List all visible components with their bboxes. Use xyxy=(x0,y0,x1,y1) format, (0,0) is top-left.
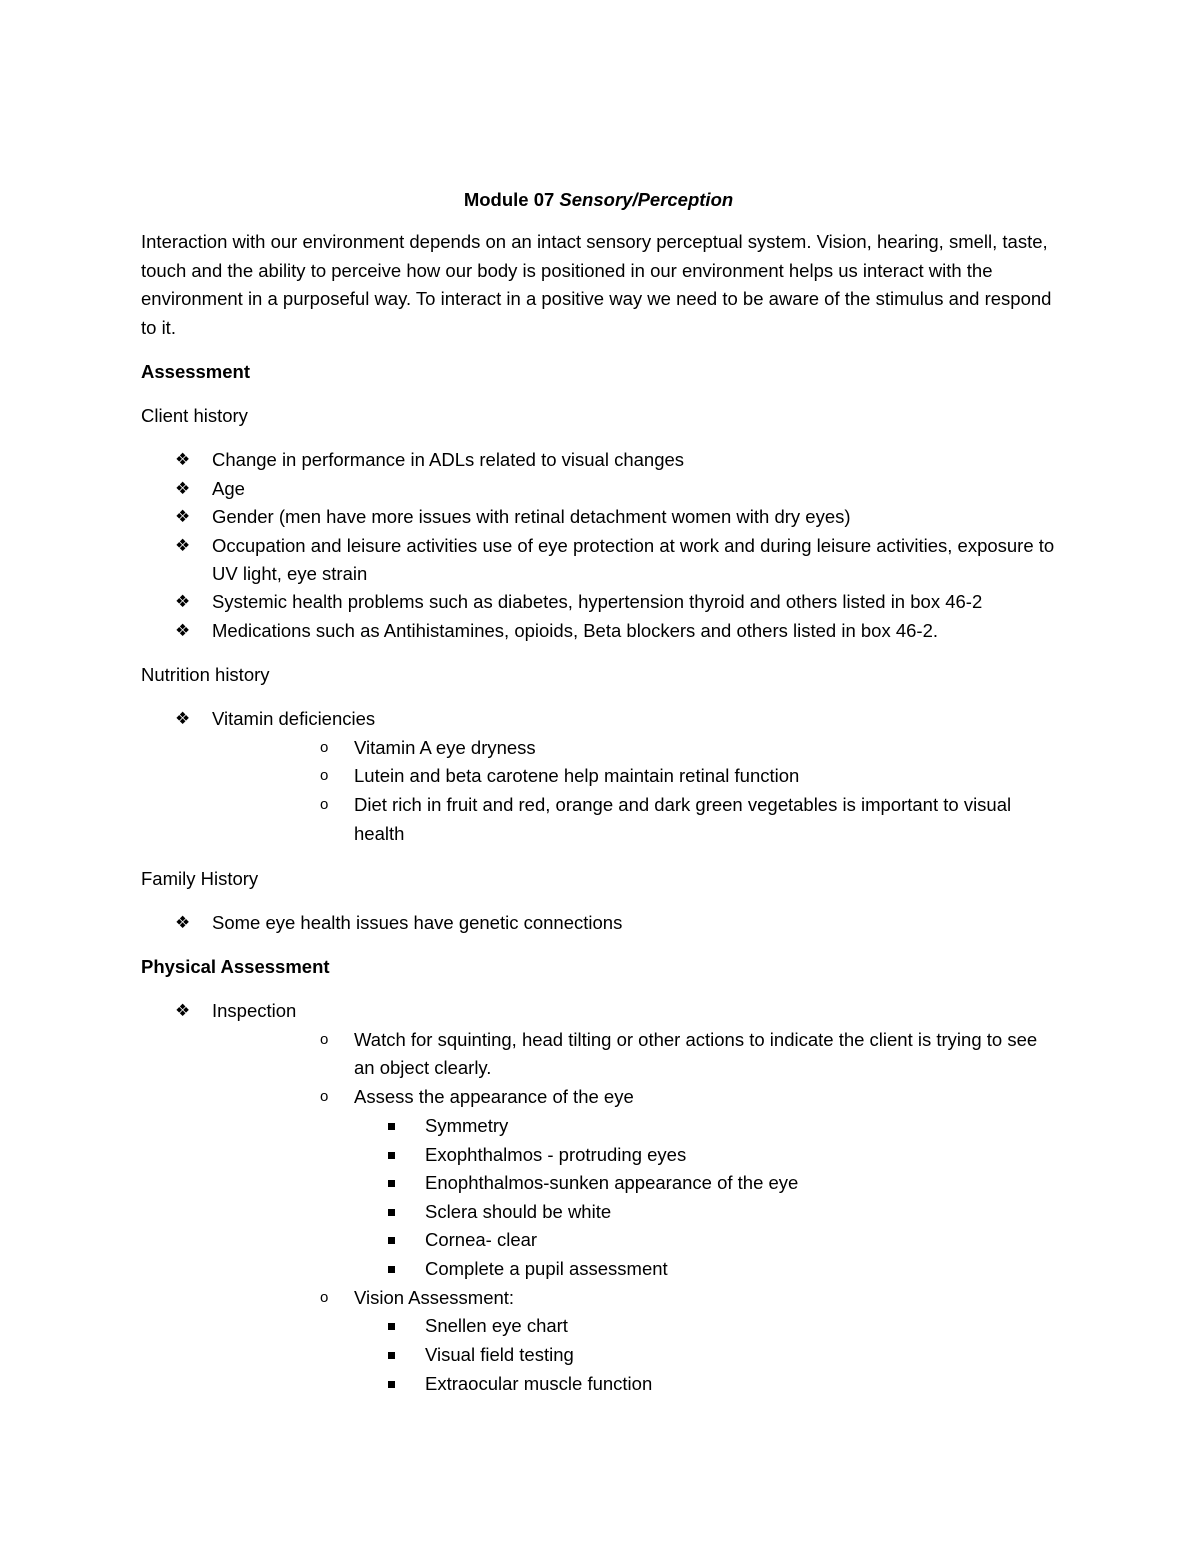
list-item: ❖ Inspection o Watch for squinting, head tilting or other actions to indicate the client is trying to see an object clearly. o Assess the appearance of the eye Symmetry Exophthalmos - protruding eyes Enophthalmos-sunken appearance of the eye Sclera should be white Cornea- clear Complete a pupil assessment o Vision Assessment: Snellen eye chart Visual field testing Extraocular muscle function xyxy=(141,997,1056,1398)
list-item: Sclera should be white xyxy=(354,1198,1056,1227)
physical-assessment-list xyxy=(141,997,1056,1398)
list-item: Enophthalmos-sunken appearance of the eye xyxy=(354,1169,1056,1198)
list-item: o Assess the appearance of the eye Symmetry Exophthalmos - protruding eyes Enophthalmos-sunken appearance of the eye Sclera should be white Cornea- clear Complete a pupil assessment xyxy=(283,1083,1056,1283)
nutrition-history-list xyxy=(141,705,1056,849)
inspection-sublist xyxy=(283,1026,1056,1399)
circle-bullet-icon: o xyxy=(320,1288,329,1306)
list-item: ❖ Age xyxy=(141,475,1056,503)
list-item: Complete a pupil assessment xyxy=(354,1255,1056,1284)
assessment-heading: Assessment xyxy=(141,361,251,383)
diamond-bullet-icon: ❖ xyxy=(175,507,191,527)
square-bullet-icon xyxy=(388,1323,395,1330)
circle-bullet-icon: o xyxy=(320,1088,329,1106)
square-bullet-icon xyxy=(388,1152,395,1159)
nutrition-history-heading: Nutrition history xyxy=(141,664,270,686)
diamond-bullet-icon: ❖ xyxy=(175,478,191,498)
title-module: Module 07 xyxy=(463,189,555,210)
circle-bullet-icon: o xyxy=(320,1030,329,1048)
list-item: o Vision Assessment: Snellen eye chart Visual field testing Extraocular muscle function xyxy=(283,1284,1056,1399)
family-history-list xyxy=(141,909,1056,937)
diamond-bullet-icon: ❖ xyxy=(175,1001,191,1021)
intro-paragraph: Interaction with our environment depends on an intact sensory perceptual system. Vision, hearing, smell, taste, touch and the ability to perceive how our body is positioned in our environment helps us interact with the environment in a purposeful way. To interact in a positive way we need to be aware of the stimulus and respond to it. xyxy=(141,231,1052,338)
vision-assessment-sublist xyxy=(354,1312,1056,1398)
document-page xyxy=(141,186,1056,1398)
square-bullet-icon xyxy=(388,1180,395,1187)
circle-bullet-icon: o xyxy=(320,738,329,756)
eye-appearance-sublist xyxy=(354,1112,1056,1284)
list-item: ❖ Occupation and leisure activities use of eye protection at work and during leisure activities, exposure to UV light, eye strain xyxy=(141,532,1056,589)
diamond-bullet-icon: ❖ xyxy=(175,450,191,470)
list-item: o Watch for squinting, head tilting or other actions to indicate the client is trying to see an object clearly. xyxy=(283,1026,1056,1084)
list-item: ❖ Gender (men have more issues with retinal detachment women with dry eyes) xyxy=(141,503,1056,531)
list-item: o Vitamin A eye dryness xyxy=(283,734,1056,763)
list-item: o Diet rich in fruit and red, orange and dark green vegetables is important to visual health xyxy=(283,791,1056,849)
square-bullet-icon xyxy=(388,1352,395,1359)
square-bullet-icon xyxy=(388,1381,395,1388)
family-history-heading: Family History xyxy=(141,867,259,889)
list-item: ❖ Medications such as Antihistamines, opioids, Beta blockers and others listed in box 46-2. xyxy=(141,617,1056,645)
list-item: ❖ Vitamin deficiencies o Vitamin A eye dryness o Lutein and beta carotene help maintain retinal function o Diet rich in fruit and red, orange and dark green vegetables is important to visual health xyxy=(141,705,1056,849)
list-item: ❖ Systemic health problems such as diabetes, hypertension thyroid and others listed in box 46-2 xyxy=(141,588,1056,616)
diamond-bullet-icon: ❖ xyxy=(175,535,191,555)
diamond-bullet-icon: ❖ xyxy=(175,709,191,729)
list-item: Exophthalmos - protruding eyes xyxy=(354,1141,1056,1170)
list-item: Symmetry xyxy=(354,1112,1056,1141)
circle-bullet-icon: o xyxy=(320,796,329,814)
list-item: o Lutein and beta carotene help maintain retinal function xyxy=(283,762,1056,791)
square-bullet-icon xyxy=(388,1123,395,1130)
nutrition-sublist xyxy=(283,734,1056,849)
diamond-bullet-icon: ❖ xyxy=(175,592,191,612)
square-bullet-icon xyxy=(388,1237,395,1244)
square-bullet-icon xyxy=(388,1209,395,1216)
physical-assessment-heading: Physical Assessment xyxy=(141,956,330,978)
client-history-heading: Client history xyxy=(141,405,248,427)
page-title xyxy=(141,186,1056,214)
client-history-list xyxy=(141,446,1056,645)
list-item: Cornea- clear xyxy=(354,1226,1056,1255)
circle-bullet-icon: o xyxy=(320,767,329,785)
title-topic: Sensory/Perception xyxy=(559,189,734,210)
list-item: ❖ Change in performance in ADLs related to visual changes xyxy=(141,446,1056,474)
list-item: Snellen eye chart xyxy=(354,1312,1056,1341)
diamond-bullet-icon: ❖ xyxy=(175,620,191,640)
square-bullet-icon xyxy=(388,1266,395,1273)
list-item: Visual field testing xyxy=(354,1341,1056,1370)
list-item: ❖ Some eye health issues have genetic connections xyxy=(141,909,1056,937)
diamond-bullet-icon: ❖ xyxy=(175,912,191,932)
list-item: Extraocular muscle function xyxy=(354,1370,1056,1399)
